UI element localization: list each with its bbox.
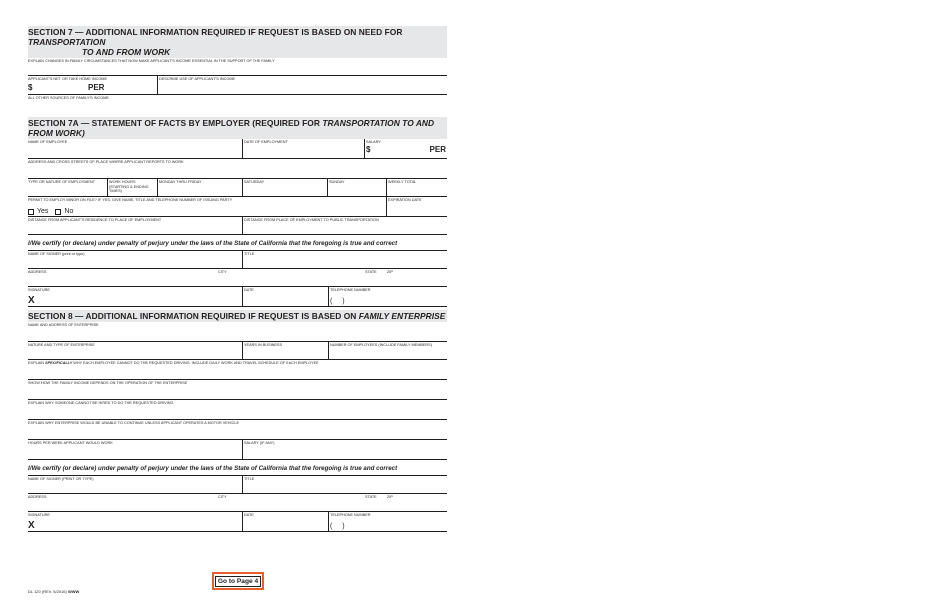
signer-name-field-8[interactable]	[28, 476, 242, 493]
address-row-7a	[28, 269, 447, 287]
phone-parens-7a: ( )	[330, 298, 345, 305]
salary-dollar-sign: $	[366, 145, 371, 154]
yes-checkbox[interactable]	[28, 209, 34, 215]
telephone-field-8[interactable]	[328, 512, 447, 531]
yes-label: Yes	[37, 207, 49, 215]
work-hours-label: WORK HOURS (STARTING & ENDING TIMES)	[109, 180, 149, 194]
explain-hire-field[interactable]	[28, 400, 447, 420]
no-checkbox[interactable]	[55, 209, 61, 215]
telephone-label-7a: TELEPHONE NUMBER	[330, 288, 371, 292]
sunday-field[interactable]	[327, 179, 386, 196]
date-employment-label: DATE OF EMPLOYMENT	[244, 140, 288, 144]
signature-x-mark-7a: X	[28, 295, 35, 306]
section-7-header	[28, 26, 447, 58]
address-field-7a[interactable]	[28, 269, 217, 286]
signature-label-8: SIGNATURE	[28, 513, 50, 517]
signature-label-7a: SIGNATURE	[28, 288, 50, 292]
work-address-field[interactable]	[28, 159, 447, 179]
describe-use-field[interactable]	[157, 76, 447, 94]
permit-field[interactable]	[28, 197, 386, 216]
distance-residence-field[interactable]	[28, 217, 242, 234]
hours-week-label: HOURS PER WEEK APPLICANT WOULD WORK	[28, 441, 113, 445]
go-to-page-4-button[interactable]	[212, 572, 264, 590]
distance-transport-field[interactable]	[242, 217, 447, 234]
sunday-label: SUNDAY	[329, 180, 345, 184]
work-address-label: ADDRESS AND CROSS STREETS OF PLACE WHERE APPLICANT REPORTS TO WORK	[28, 160, 184, 164]
form-www: WWW	[67, 589, 80, 594]
address-label-7a: ADDRESS	[28, 270, 47, 274]
distance-residence-label: DISTANCE FROM APPLICANT'S RESIDENCE TO PLACE OF EMPLOYMENT	[28, 218, 162, 222]
weekly-total-label: WEEKLY TOTAL	[388, 180, 417, 184]
date-label-7a: DATE	[244, 288, 254, 292]
employee-name-label: NAME OF EMPLOYEE	[28, 140, 68, 144]
telephone-label-8: TELEPHONE NUMBER	[330, 513, 371, 517]
num-employees-label: NUMBER OF EMPLOYEES (INCLUDE FAMILY MEMBERS)	[330, 343, 432, 347]
permit-checkboxes	[28, 209, 73, 215]
form-page	[28, 26, 447, 532]
zip-label-7a: ZIP	[387, 270, 393, 274]
saturday-label: SATURDAY	[244, 180, 265, 184]
expiration-label: EXPIRATION DATE	[388, 198, 422, 202]
section-8-title-italic: FAMILY ENTERPRISE	[358, 311, 446, 321]
enterprise-nature-label: NATURE AND TYPE OF ENTERPRISE	[28, 343, 95, 347]
section-7a-certification: I/We certify (or declare) under penalty of perjury under the laws of the State of California that the foregoing is true and correct	[28, 235, 447, 251]
explain-specifically-field[interactable]	[28, 360, 447, 380]
city-field-8[interactable]	[217, 494, 364, 511]
section-7a-header	[28, 117, 447, 139]
signature-row-8	[28, 512, 447, 532]
dollar-sign: $	[28, 83, 33, 92]
signer-row-7a	[28, 251, 447, 269]
hours-week-field[interactable]	[28, 440, 242, 459]
no-label: No	[64, 207, 74, 215]
section-7-explain-label: EXPLAIN CHANGES IN FAMILY CIRCUMSTANCES THAT NOW MAKE APPLICANT'S INCOME ESSENTIAL IN THE SUPPORT OF THE FAMILY	[28, 58, 447, 76]
signature-field-8[interactable]	[28, 512, 242, 531]
state-label-7a: STATE	[365, 270, 377, 274]
explain-specifically-label-rest: WHY EACH EMPLOYEE CANNOT DO THE REQUESTED DRIVING. INCLUDE DAILY WORK AND TRAVEL SCHEDULE OF EACH EMPLOYEE	[72, 361, 319, 365]
signature-row-7a	[28, 287, 447, 307]
explain-hire-label: EXPLAIN WHY SOMEONE CANNOT BE HIRED TO DO THE REQUESTED DRIVING	[28, 401, 174, 405]
zip-field-7a[interactable]	[386, 269, 447, 286]
enterprise-nature-field[interactable]	[28, 342, 242, 359]
salary-field[interactable]	[364, 139, 447, 158]
signer-title-field-8[interactable]	[242, 476, 447, 493]
hours-row	[28, 179, 447, 197]
city-label-8: CITY	[218, 495, 227, 499]
years-business-label: YEARS IN BUSINESS	[244, 343, 282, 347]
explain-specifically-label: EXPLAIN	[28, 361, 46, 365]
work-hours-label-cell	[107, 179, 157, 196]
enterprise-name-field[interactable]	[28, 322, 447, 342]
show-how-label: SHOW HOW THE FAMILY INCOME DEPENDS ON THE OPERATION OF THE ENTERPRISE	[28, 381, 188, 385]
net-income-label: APPLICANT'S NET OR TAKE HOME INCOME	[28, 77, 107, 81]
form-id: DL 120 (REV. 5/2016)	[28, 589, 68, 594]
section-8-certification: I/We certify (or declare) under penalty of perjury under the laws of the State of California that the foregoing is true and correct	[28, 460, 447, 476]
saturday-field[interactable]	[242, 179, 327, 196]
signer-title-label-7a: TITLE	[244, 252, 255, 256]
describe-use-label: DESCRIBE USE OF APPLICANT'S INCOME	[159, 77, 236, 81]
section-7a-title-italic: TRANSPORTATION TO AND FROM WORK)	[28, 118, 435, 138]
signature-field-7a[interactable]	[28, 287, 242, 306]
state-field-7a[interactable]	[364, 269, 386, 286]
weekly-total-field[interactable]	[386, 179, 447, 196]
enterprise-row	[28, 342, 447, 360]
salary-any-label: SALARY (IF ANY)	[244, 441, 275, 445]
explain-unable-field[interactable]	[28, 420, 447, 440]
salary-per-label: PER	[429, 145, 446, 154]
address-field-8[interactable]	[28, 494, 217, 511]
date-employment-field[interactable]	[242, 139, 364, 158]
num-employees-field[interactable]	[328, 342, 447, 359]
specifically-emphasis: SPECIFICALLY	[45, 361, 73, 365]
expiration-field[interactable]	[386, 197, 447, 216]
state-label-8: STATE	[365, 495, 377, 499]
section-7a-title: SECTION 7A — STATEMENT OF FACTS BY EMPLOYER (REQUIRED FOR	[28, 118, 323, 128]
type-employment-label: TYPE OR NATURE OF EMPLOYMENT	[28, 180, 96, 184]
show-how-field[interactable]	[28, 380, 447, 400]
state-field-8[interactable]	[364, 494, 386, 511]
telephone-field-7a[interactable]	[328, 287, 447, 306]
type-employment-field[interactable]	[28, 179, 107, 196]
signer-row-8	[28, 476, 447, 494]
signer-title-label-8: TITLE	[244, 477, 255, 481]
other-sources-label: ALL OTHER SOURCES OF FAMILY'S INCOME	[28, 96, 109, 100]
monday-friday-label: MONDAY THRU FRIDAY	[159, 180, 202, 184]
signer-name-field-7a[interactable]	[28, 251, 242, 268]
section-7-title-line2: TO AND FROM WORK	[82, 47, 171, 57]
phone-parens-8: ( )	[330, 523, 345, 530]
employee-name-field[interactable]	[28, 139, 242, 158]
city-label-7a: CITY	[218, 270, 227, 274]
date-field-7a[interactable]	[242, 287, 328, 306]
zip-label-8: ZIP	[387, 495, 393, 499]
net-income-field[interactable]	[28, 76, 157, 94]
signature-x-mark-8: X	[28, 520, 35, 531]
section-8-header	[28, 310, 447, 322]
signer-name-label-8: NAME OF SIGNER (PRINT OR TYPE)	[28, 477, 94, 481]
years-business-field[interactable]	[242, 342, 328, 359]
permit-label: PERMIT TO EMPLOY MINOR ON FILE? IF YES, GIVE NAME, TITLE AND TELEPHONE NUMBER OF ISSUING PARTY	[28, 198, 233, 202]
salary-any-field[interactable]	[242, 440, 447, 459]
signer-name-label-7a: NAME OF SIGNER (print or type)	[28, 252, 85, 256]
date-label-8: DATE	[244, 513, 254, 517]
hours-salary-row	[28, 440, 447, 460]
explain-unable-label: EXPLAIN WHY ENTERPRISE WOULD BE UNABLE TO CONTINUE UNLESS APPLICANT OPERATES A MOTOR VEHICLE	[28, 421, 239, 425]
zip-field-8[interactable]	[386, 494, 447, 511]
distance-row	[28, 217, 447, 235]
enterprise-name-label: NAME AND ADDRESS OF ENTERPRISE	[28, 323, 99, 327]
employee-row	[28, 139, 447, 159]
monday-friday-field[interactable]	[157, 179, 242, 196]
section-7-title: SECTION 7 — ADDITIONAL INFORMATION REQUIRED IF REQUEST IS BASED ON NEED FOR	[28, 27, 403, 37]
income-row	[28, 76, 447, 95]
per-label: PER	[88, 83, 105, 92]
distance-transport-label: DISTANCE FROM PLACE OF EMPLOYMENT TO PUBLIC TRANSPORTATION	[244, 218, 379, 222]
address-label-8: ADDRESS	[28, 495, 47, 499]
date-field-8[interactable]	[242, 512, 328, 531]
go-to-page-4-label: Go to Page 4	[215, 576, 261, 587]
address-row-8	[28, 494, 447, 512]
permit-row	[28, 197, 447, 217]
salary-label: SALARY	[366, 140, 381, 144]
section-7-title-italic: TRANSPORTATION	[28, 37, 106, 47]
section-8-title: SECTION 8 — ADDITIONAL INFORMATION REQUIRED IF REQUEST IS BASED ON	[28, 311, 359, 321]
city-field-7a[interactable]	[217, 269, 364, 286]
signer-title-field-7a[interactable]	[242, 251, 447, 268]
other-sources-field[interactable]	[28, 95, 447, 114]
form-footer	[28, 589, 79, 594]
